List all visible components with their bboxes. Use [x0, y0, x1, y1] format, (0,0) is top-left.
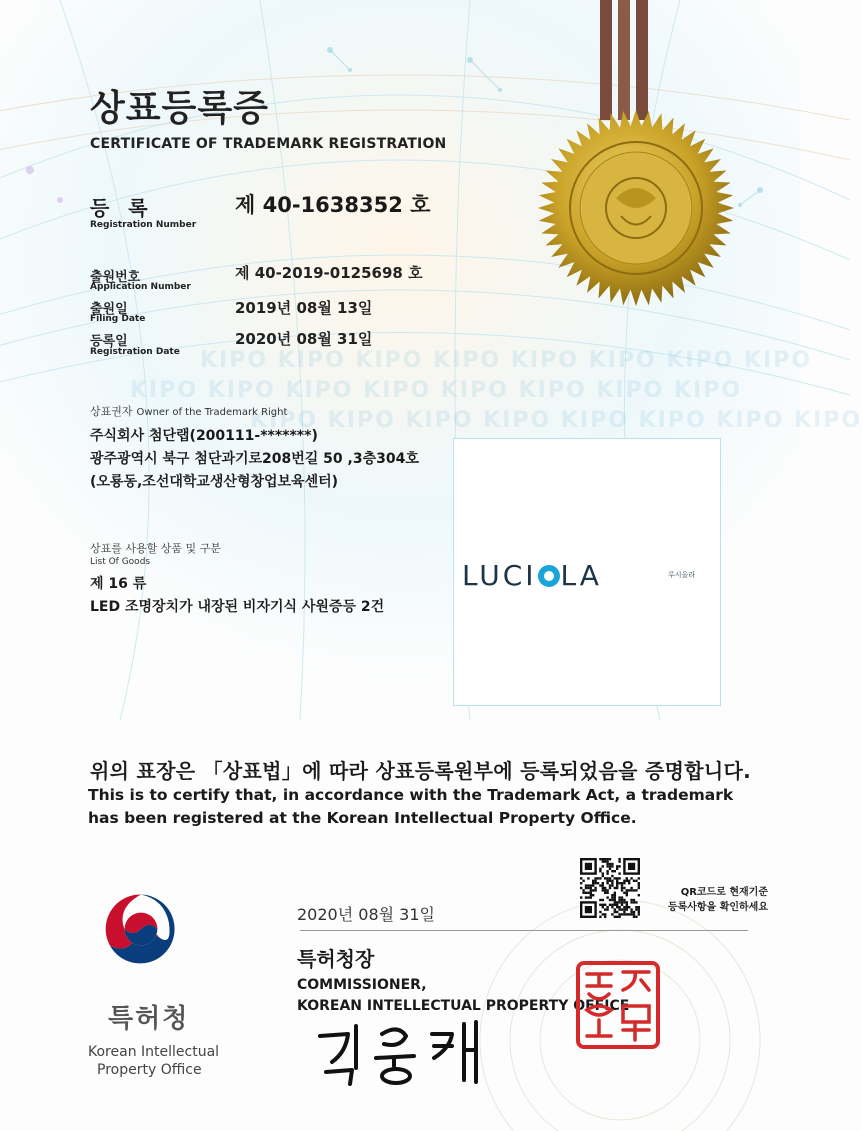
- owner-name: 주식회사 첨단랩(200111-*******): [90, 428, 318, 444]
- application-label-en: Application Number: [90, 282, 191, 292]
- filing-date-label: 출원일: [90, 302, 128, 317]
- application-number: 제 40-2019-0125698 호: [235, 264, 423, 282]
- registration-date: 2020년 08월 31일: [235, 330, 373, 348]
- gold-seal-icon: [536, 108, 736, 308]
- agency-name-en-line2: Property Office: [97, 1062, 202, 1078]
- registration-date-label: 등록일: [90, 334, 128, 349]
- registration-number: 제 40-1638352 호: [235, 193, 431, 217]
- goods-label-en: List Of Goods: [90, 557, 151, 567]
- handwritten-signature: [310, 1018, 500, 1088]
- filing-date: 2019년 08월 13일: [235, 299, 373, 317]
- registration-label-en: Registration Number: [90, 220, 197, 230]
- agency-name-ko: 특허청: [108, 1004, 190, 1034]
- logo-subtext: 루시올라: [668, 571, 696, 579]
- filing-date-label-en: Filing Date: [90, 314, 146, 324]
- qr-note-line1: QR코드로 현재기준: [680, 887, 768, 898]
- logo-text-after: LA: [560, 559, 602, 592]
- qr-code-icon[interactable]: [580, 858, 640, 918]
- qr-note-line2: 등록사항을 확인하세요: [667, 902, 768, 913]
- watermark-text: KIPO KIPO KIPO KIPO KIPO KIPO KIPO KIPO: [200, 348, 813, 373]
- owner-label-ko: 상표권자: [90, 405, 133, 418]
- commissioner-title-ko: 특허청장: [297, 947, 375, 971]
- owner-address-detail: (오룡동,조선대학교생산형창업보육센터): [90, 474, 339, 490]
- divider: [300, 930, 748, 931]
- commissioner-office-en: KOREAN INTELLECTUAL PROPERTY OFFICE: [297, 998, 630, 1014]
- trademark-image-box: [453, 438, 721, 706]
- page-subtitle: CERTIFICATE OF TRADEMARK REGISTRATION: [90, 136, 447, 152]
- owner-label: [90, 403, 287, 419]
- watermark-text: KIPO KIPO KIPO KIPO KIPO KIPO KIPO KIPO: [250, 408, 862, 433]
- application-label: 출원번호: [90, 270, 141, 285]
- ribbon-strip: [600, 0, 612, 120]
- trademark-logo: [462, 559, 602, 592]
- watermark-text: KIPO KIPO KIPO KIPO KIPO KIPO KIPO KIPO: [130, 378, 743, 403]
- commissioner-title-en: COMMISSIONER,: [297, 977, 427, 993]
- logo-text-before: LUCI: [462, 559, 537, 592]
- goods-label: 상표를 사용할 상품 및 구분: [90, 542, 221, 555]
- official-red-stamp: [575, 960, 661, 1050]
- owner-label-en: Owner of the Trademark Right: [136, 407, 288, 418]
- certification-statement-en: This is to certify that, in accordance with the Trademark Act, a trademark: [88, 786, 734, 804]
- qr-note: [648, 885, 768, 915]
- issue-date: 2020년 08월 31일: [297, 905, 435, 924]
- kipo-taegeuk-emblem-icon: [100, 888, 182, 970]
- certification-statement-en-line2: has been registered at the Korean Intellectual Property Office.: [88, 809, 637, 827]
- owner-address: 광주광역시 북구 첨단과기로208번길 50 ,3층304호: [90, 451, 419, 467]
- ribbon-strip: [618, 0, 630, 120]
- goods-class: 제 16 류: [90, 576, 147, 592]
- goods-item: LED 조명장치가 내장된 비자기식 사원증등 2건: [90, 599, 385, 615]
- logo-o-circle-icon: [538, 565, 560, 587]
- certification-statement-ko: 위의 표장은 「상표법」에 따라 상표등록원부에 등록되었음을 증명합니다.: [90, 759, 752, 783]
- registration-label: 등 록: [90, 196, 154, 220]
- agency-name-en: Korean Intellectual: [88, 1044, 220, 1060]
- ribbon-strip: [636, 0, 648, 120]
- registration-date-label-en: Registration Date: [90, 347, 180, 357]
- page-title: 상표등록증: [90, 88, 269, 129]
